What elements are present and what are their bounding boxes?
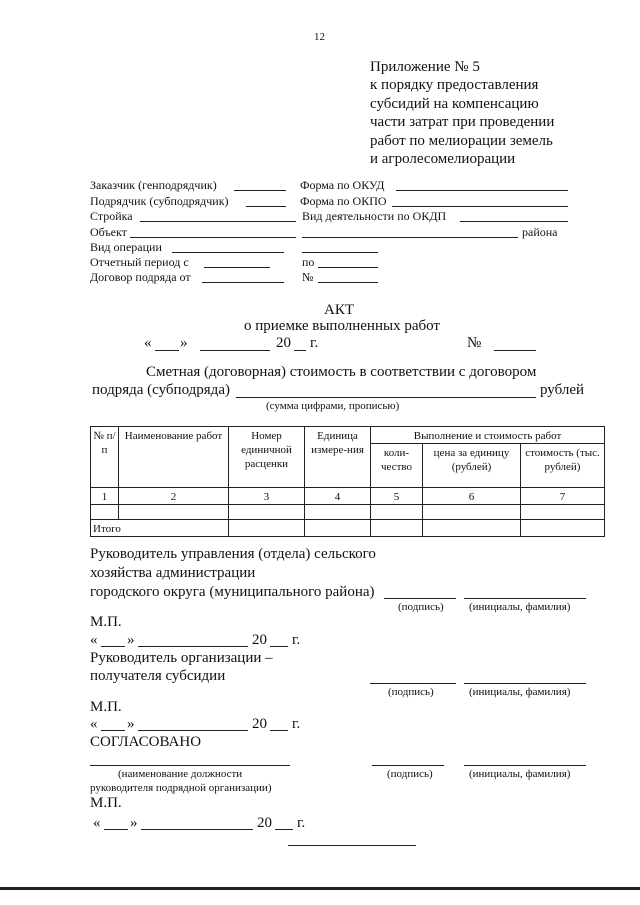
period-to-field[interactable]	[318, 267, 378, 268]
construction-field[interactable]	[140, 221, 296, 222]
table-cell[interactable]	[119, 505, 229, 520]
okud-label: Форма по ОКУД	[300, 178, 385, 192]
date-close: »	[127, 716, 135, 732]
table-cell[interactable]	[305, 505, 371, 520]
header-cost: стоимость (тыс. рублей)	[521, 444, 605, 488]
col-number: 3	[229, 488, 305, 505]
act-year-field[interactable]	[294, 350, 306, 351]
header-group: Выполнение и стоимость работ	[371, 427, 605, 444]
day-field[interactable]	[104, 829, 128, 830]
contract-date-field[interactable]	[202, 282, 284, 283]
construction-label: Стройка	[90, 209, 133, 223]
operation-field[interactable]	[172, 252, 284, 253]
approval-signature-field[interactable]	[372, 765, 444, 766]
head-signature-hint: (подпись)	[398, 601, 444, 613]
district-label: района	[522, 225, 558, 239]
date-open: «	[90, 632, 98, 648]
act-title: АКТ	[324, 302, 354, 318]
act-number-sign: №	[467, 335, 482, 351]
cost-field[interactable]	[236, 397, 536, 398]
header-qty: коли-чество	[371, 444, 423, 488]
table-cell[interactable]	[229, 505, 305, 520]
act-month-field[interactable]	[200, 350, 270, 351]
table-cell[interactable]	[423, 505, 521, 520]
end-divider	[288, 845, 416, 846]
table-cell[interactable]	[91, 505, 119, 520]
cost-hint: (сумма цифрами, прописью)	[266, 400, 400, 412]
org-name-field[interactable]	[464, 683, 586, 684]
org-line1: Руководитель организации –	[90, 650, 273, 666]
okdp-field[interactable]	[460, 221, 568, 222]
okud-field[interactable]	[396, 190, 568, 191]
period-from-field[interactable]	[204, 267, 270, 268]
approved-label: СОГЛАСОВАНО	[90, 734, 202, 750]
head-signature-field[interactable]	[384, 598, 456, 599]
okpo-label: Форма по ОКПО	[300, 194, 387, 208]
position-hint-line2: руководителя подрядной организации)	[90, 782, 272, 794]
header-name: Наименование работ	[119, 427, 229, 488]
appendix-line: субсидий на компенсацию	[370, 95, 539, 112]
head-name-field[interactable]	[464, 598, 586, 599]
appendix-line: и агролесомелиорации	[370, 151, 516, 168]
col-number: 5	[371, 488, 423, 505]
contractor-field[interactable]	[246, 206, 286, 207]
approval-signature-hint: (подпись)	[387, 768, 433, 780]
date-close: »	[130, 815, 138, 831]
date-open: «	[93, 815, 101, 831]
year-label: 20	[257, 815, 272, 831]
table-total-row	[91, 520, 605, 537]
header-number: № п/п	[91, 427, 119, 488]
act-year-suffix: г.	[310, 335, 319, 351]
table-cell[interactable]	[371, 505, 423, 520]
customer-field[interactable]	[234, 190, 286, 191]
operation-extra-field[interactable]	[302, 252, 378, 253]
contractor-label: Подрядчик (субподрядчик)	[90, 194, 229, 208]
contract-number-label: №	[302, 270, 314, 284]
col-number: 7	[521, 488, 605, 505]
year-label: 20	[252, 632, 267, 648]
okpo-field[interactable]	[392, 206, 568, 207]
district-field[interactable]	[302, 237, 518, 238]
customer-label: Заказчик (генподрядчик)	[90, 178, 217, 192]
table-column-numbers	[91, 488, 605, 505]
date-close: »	[127, 632, 135, 648]
total-label: Итого	[91, 520, 229, 537]
year-suffix: г.	[292, 632, 301, 648]
day-field[interactable]	[101, 730, 125, 731]
org-signature-hint: (подпись)	[388, 686, 434, 698]
approval-name-field[interactable]	[464, 765, 586, 766]
page-bottom-rule	[0, 887, 640, 890]
col-number: 6	[423, 488, 521, 505]
table-cell[interactable]	[521, 505, 605, 520]
works-table	[90, 426, 605, 537]
appendix-line: к порядку предоставления	[370, 77, 539, 94]
act-date-close: »	[180, 335, 188, 351]
act-year: 20	[276, 335, 291, 351]
col-number: 4	[305, 488, 371, 505]
contract-number-field[interactable]	[318, 282, 378, 283]
appendix-line: Приложение № 5	[370, 59, 480, 75]
cost-line1: Сметная (договорная) стоимость в соответствии с договором	[146, 364, 537, 380]
act-subtitle: о приемке выполненных работ	[244, 318, 440, 334]
table-header-row	[91, 427, 605, 444]
position-hint-line1: (наименование должности	[118, 768, 243, 780]
table-cell[interactable]	[521, 520, 605, 537]
act-date-open: «	[144, 335, 152, 351]
seal-label: М.П.	[90, 795, 122, 811]
contract-label: Договор подряда от	[90, 270, 191, 284]
appendix-line: части затрат при проведении	[370, 114, 555, 131]
header-rate: Номер единичной расценки	[229, 427, 305, 488]
head-line3: городского округа (муниципального района)	[90, 584, 375, 600]
month-field[interactable]	[138, 730, 248, 731]
date-open: «	[90, 716, 98, 732]
object-field[interactable]	[130, 237, 296, 238]
approval-name-hint: (инициалы, фамилия)	[469, 768, 571, 780]
object-label: Объект	[90, 225, 127, 239]
col-number: 2	[119, 488, 229, 505]
table-cell[interactable]	[423, 520, 521, 537]
table-row	[91, 505, 605, 520]
month-field[interactable]	[141, 829, 253, 830]
head-line1: Руководитель управления (отдела) сельского	[90, 546, 376, 562]
seal-label: М.П.	[90, 614, 122, 630]
cost-currency: рублей	[540, 382, 585, 398]
org-line2: получателя субсидии	[90, 668, 226, 684]
act-number-field[interactable]	[494, 350, 536, 351]
year-suffix: г.	[297, 815, 306, 831]
year-field[interactable]	[270, 730, 288, 731]
col-number: 1	[91, 488, 119, 505]
table-cell[interactable]	[371, 520, 423, 537]
year-suffix: г.	[292, 716, 301, 732]
appendix-block	[370, 58, 554, 168]
period-from-label: Отчетный период с	[90, 255, 189, 269]
head-line2: хозяйства администрации	[90, 565, 256, 581]
month-field[interactable]	[138, 646, 248, 647]
seal-label: М.П.	[90, 699, 122, 715]
period-to-label: по	[302, 255, 315, 269]
day-field[interactable]	[101, 646, 125, 647]
operation-label: Вид операции	[90, 240, 162, 254]
org-name-hint: (инициалы, фамилия)	[469, 686, 571, 698]
head-name-hint: (инициалы, фамилия)	[469, 601, 571, 613]
position-field[interactable]	[90, 765, 290, 766]
year-label: 20	[252, 716, 267, 732]
page-number: 12	[314, 31, 325, 43]
year-field[interactable]	[275, 829, 293, 830]
header-price: цена за единицу (рублей)	[423, 444, 521, 488]
okdp-label: Вид деятельности по ОКДП	[302, 209, 447, 223]
appendix-line: работ по мелиорации земель	[370, 132, 553, 149]
org-signature-field[interactable]	[370, 683, 456, 684]
cost-line2: подряда (субподряда)	[92, 382, 230, 398]
header-unit: Единица измере-ния	[305, 427, 371, 488]
year-field[interactable]	[270, 646, 288, 647]
table-cell[interactable]	[305, 520, 371, 537]
act-day-field[interactable]	[155, 350, 179, 351]
table-cell[interactable]	[229, 520, 305, 537]
